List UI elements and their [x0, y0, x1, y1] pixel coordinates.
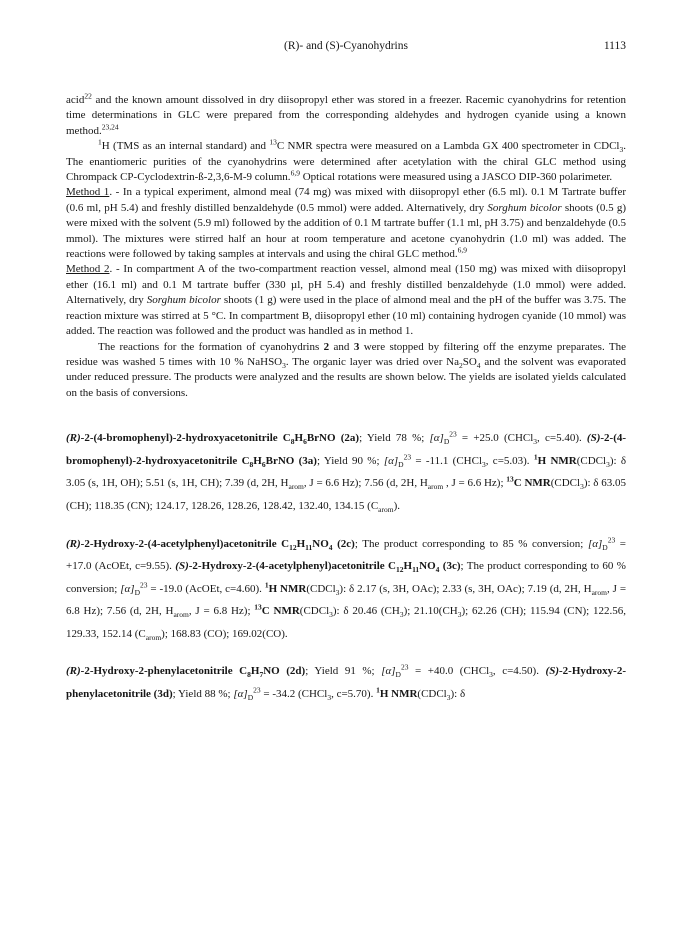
paragraph-method-1: Method 1. - In a typical experiment, almond meal (74 mg) was mixed with diisopropyl ether (6.5 ml). 0.1 M Tartrate buffer (0.6 ml, pH 5.4) and freshly distilled benzaldehyde (0.5 mmol) were added. Alternatively, dry Sorghum bicolor shoots (0.5 g) were mixed with the solvent (5.9 ml) followed by the addition of 0.1 M tartrate buffer (1.1 ml, pH 3.75) and benzaldehyde (0.5 mmol). The mixtures were stirred half an hour at room temperature and acetone cyanohydrin (1.0 ml) was added. The reactions were followed by taking samples at intervals and using the chiral GLC method.$^{6,9}$	[66, 186, 626, 261]
article-body	[66, 93, 626, 706]
paragraph-nmr: $^1$H (TMS as an internal standard) and $^{13}$C NMR spectra were measured on a Lambda GX 400 spectrometer in CDCl$_3$. The enantiomeric purities of the cyanohydrins were determined after acetylation with the chiral GLC method using Chrompack CP-Cyclodextrin-ß-2,3,6-M-9 column.$^{6,9}$ Optical rotations were measured using a JASCO DIP-360 polarimeter.	[66, 137, 626, 184]
running-header	[66, 40, 626, 56]
paragraph-acid: acid$^{22}$ and the known amount dissolved in dry diisopropyl ether was stored in a freezer. Racemic cyanohydrins for retention time determinations in GLC were prepared from the corresponding aldehydes and hydrogen cyanide using a known method.$^{23,24}$	[66, 91, 626, 137]
method-2-label: Method 2	[66, 263, 110, 276]
compound-block-phenyl: (R)-2-Hydroxy-2-phenylacetonitrile $C_8H_7NO$ (2d); Yield 91 %; $[\alpha]_D^{23} = +40.0$ (CHCl$_3$, c=4.50). (S)-2-Hydroxy-2-phenylacetonitrile (3d); Yield 88 %; $[\alpha]_D^{23} = -34.2$ (CHCl$_3$, c=5.70). $^1$H NMR(CDCl$_3$): δ	[66, 662, 627, 703]
compound-block-acetylphenyl: (R)-2-Hydroxy-2-(4-acetylphenyl)acetonitrile $C_{12}H_{11}NO_4$ (2c); The product corresponding to 85 % conversion; $[\alpha]_D^{23} = +17.0$ (AcOEt, c=9.55). (S)-2-Hydroxy-2-(4-acetylphenyl)acetonitrile $C_{12}H_{11}NO_4$ (3c); The product corresponding to 60 % conversion; $[\alpha]_D^{23} = -19.0$ (AcOEt, c=4.60). $^1$H NMR(CDCl$_3$): δ 2.17 (s, 3H, OAc); 2.33 (s, 3H, OAc); 7.19 (d, 2H, $H_{arom}$, J = 6.8 Hz); 7.56 (d, 2H, $H_{arom}$, J = 6.8 Hz); $^{13}$C NMR(CDCl$_3$): δ 20.46 $(CH_3)$; $21.10(CH_3)$; 62.26 (CH); 115.94 (CN); 122.56, 129.33, 152.14 $(C_{arom})$; 168.83 (CO); 169.02(CO).	[66, 534, 627, 643]
compound-block-bromophenyl: (R)-2-(4-bromophenyl)-2-hydroxyacetonitrile $C_8H_6BrNO$ (2a); Yield 78 %; $[\alpha]_D^{23} = +25.0$ (CHCl$_3$, c=5.40). (S)-2-(4-bromophenyl)-2-hydroxyacetonitrile $C_8H_6BrNO$ (3a); Yield 90 %; $[\alpha]_D^{23} = -11.1$ (CHCl$_3$, c=5.03). $^1$H NMR(CDCl$_3$): δ 3.05 (s, 1H, OH); 5.51 (s, 1H, CH); 7.39 (d, 2H, $H_{arom}$, J = 6.6 Hz); 7.56 (d, 2H, $H_{arom}$ , J = 6.6 Hz); $^{13}$C NMR(CDCl$_3$): δ 63.05 (CH); 118.35 (CN); 124.17, 128.26, 128.26, 128.42, 132.40, 134.15 $(C_{arom})$.	[66, 429, 627, 515]
page-number: 1113	[603, 40, 626, 52]
paragraph-workup: The reactions for the formation of cyanohydrins 2 and 3 were stopped by filtering off the enzyme preparates. The residue was washed 5 times with 10 % NaHSO$_3$. The organic layer was dried over $Na_2SO_4$ and the solvent was evaporated under reduced pressure. The products were analyzed and the results are shown below. The yields are isolated yields calculated on the basis of conversions.	[66, 340, 626, 399]
paragraph-method-2: Method 2. - In compartment A of the two-compartment reaction vessel, almond meal (150 mg) was mixed with diisopropyl ether (16.1 ml) and 0.1 M tartrate buffer (330 µl, pH 5.4) and freshly distilled benzaldehyde (1.0 mmol) were added. Alternatively, dry Sorghum bicolor shoots (1 g) were used in the place of almond meal and the pH of the buffer was 3.75. The reaction mixture was stirred at 5 °C. In compartment B, diisopropyl ether (10 ml) containing hydrogen cyanide (10 mmol) was added. The reaction was followed and the product was handled as in method 1.	[66, 263, 627, 338]
running-title: (R)- and (S)-Cyanohydrins	[284, 40, 408, 52]
method-1-label: Method 1	[66, 186, 110, 199]
